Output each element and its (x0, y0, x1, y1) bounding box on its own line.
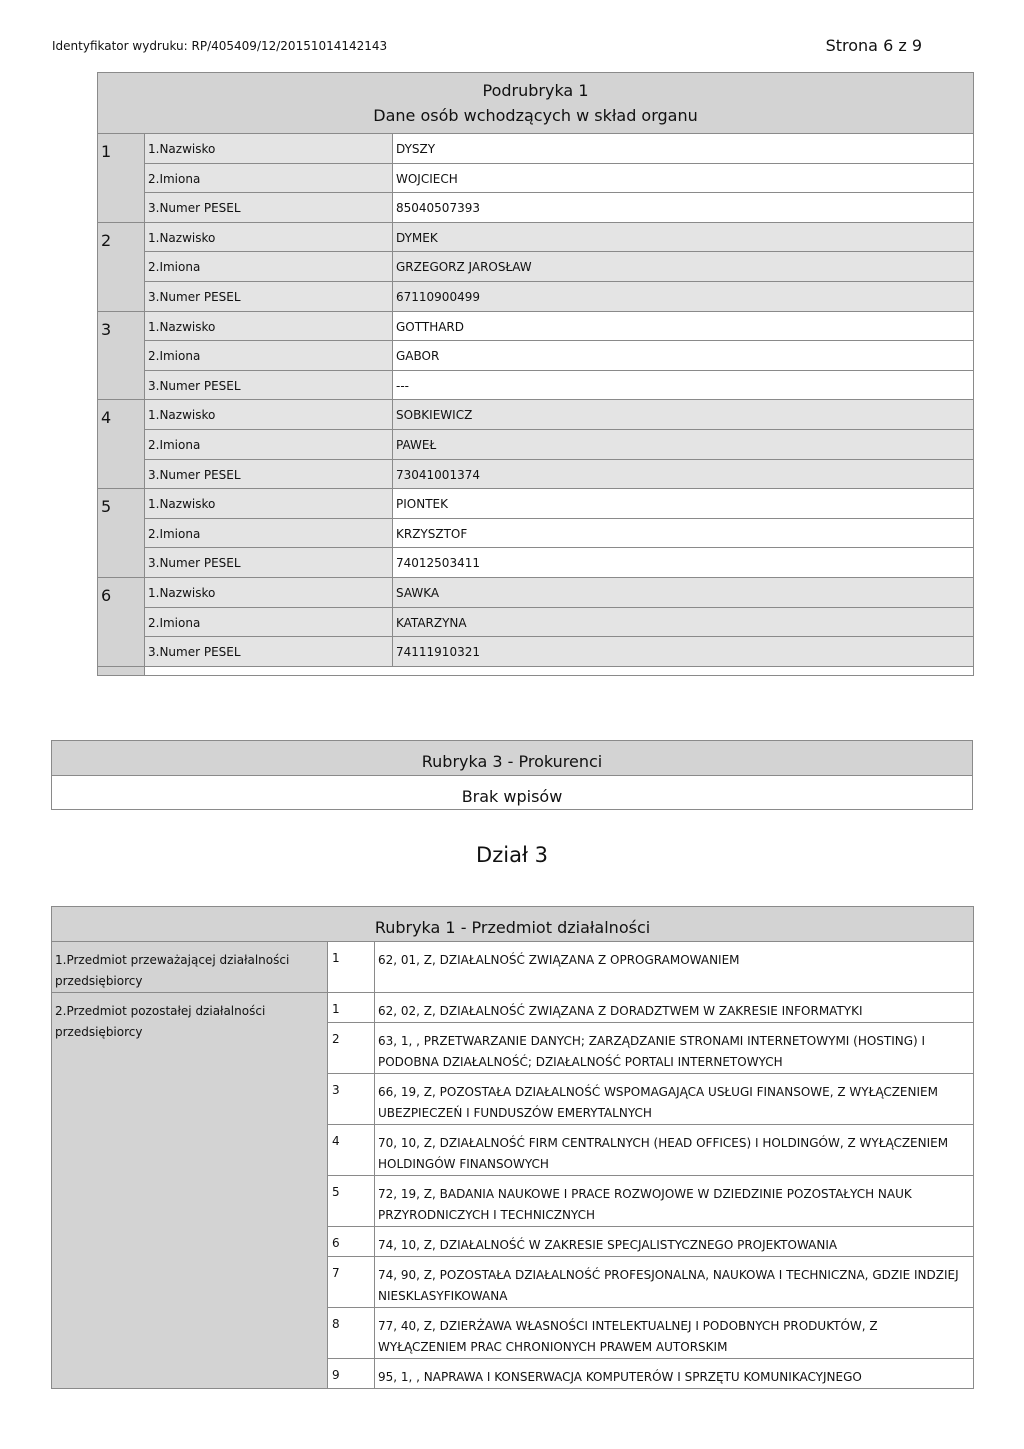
activity-row (52, 942, 974, 993)
person-row (98, 252, 974, 282)
field-value: GOTTHARD (393, 311, 974, 341)
activity-item-text: 74, 90, Z, POZOSTAŁA DZIAŁALNOŚĆ PROFESJONALNA, NAUKOWA I TECHNICZNA, GDZIE INDZIEJ NIESKLASYFIKOWANA (375, 1257, 974, 1308)
field-label: 3.Numer PESEL (145, 193, 393, 223)
activity-item-number: 4 (328, 1125, 375, 1176)
person-row (98, 163, 974, 193)
field-label: 3.Numer PESEL (145, 281, 393, 311)
person-row (98, 637, 974, 667)
table-footer-gap (98, 666, 974, 675)
person-row (98, 548, 974, 578)
print-identifier: Identyfikator wydruku: RP/405409/12/20151014142143 (52, 39, 388, 53)
activity-item-number: 6 (328, 1227, 375, 1257)
activity-item-text: 72, 19, Z, BADANIA NAUKOWE I PRACE ROZWOJOWE W DZIEDZINIE POZOSTAŁYCH NAUK PRZYRODNICZYCH I TECHNICZNYCH (375, 1176, 974, 1227)
field-value: SAWKA (393, 577, 974, 607)
field-label: 1.Nazwisko (145, 134, 393, 164)
activity-item-text: 77, 40, Z, DZIERŻAWA WŁASNOŚCI INTELEKTUALNEJ I PODOBNYCH PRODUKTÓW, Z WYŁĄCZENIEM PRAC CHRONIONYCH PRAWEM AUTORSKIM (375, 1308, 974, 1359)
activity-item-text: 95, 1, , NAPRAWA I KONSERWACJA KOMPUTERÓW I SPRZĘTU KOMUNIKACYJNEGO (375, 1359, 974, 1389)
field-value: 73041001374 (393, 459, 974, 489)
field-value: DYSZY (393, 134, 974, 164)
gap-cell (145, 666, 974, 675)
field-label: 3.Numer PESEL (145, 370, 393, 400)
activity-item-text: 66, 19, Z, POZOSTAŁA DZIAŁALNOŚĆ WSPOMAGAJĄCA USŁUGI FINANSOWE, Z WYŁĄCZENIEM UBEZPIECZEŃ I FUNDUSZÓW EMERYTALNYCH (375, 1074, 974, 1125)
field-value: PIONTEK (393, 489, 974, 519)
person-row (98, 577, 974, 607)
field-value: GABOR (393, 341, 974, 371)
field-label: 1.Nazwisko (145, 222, 393, 252)
activity-item-number: 1 (328, 942, 375, 993)
person-row (98, 429, 974, 459)
person-row (98, 607, 974, 637)
person-number: 1 (98, 134, 145, 223)
field-label: 3.Numer PESEL (145, 637, 393, 667)
subsection-subtitle: Dane osób wchodzących w skład organu (373, 106, 698, 125)
person-row (98, 311, 974, 341)
activity-title: Rubryka 1 - Przedmiot działalności (52, 907, 974, 942)
person-row (98, 193, 974, 223)
activity-item-text: 70, 10, Z, DZIAŁALNOŚĆ FIRM CENTRALNYCH (HEAD OFFICES) I HOLDINGÓW, Z WYŁĄCZENIEM HOLDINGÓW FINANSOWYCH (375, 1125, 974, 1176)
field-label: 2.Imiona (145, 607, 393, 637)
person-row (98, 370, 974, 400)
field-label: 2.Imiona (145, 252, 393, 282)
subsection-persons-table (97, 72, 974, 676)
gap-cell (98, 666, 145, 675)
section-title: Dział 3 (476, 843, 548, 867)
field-label: 3.Numer PESEL (145, 459, 393, 489)
activity-item-number: 7 (328, 1257, 375, 1308)
field-label: 1.Nazwisko (145, 400, 393, 430)
person-number: 4 (98, 400, 145, 489)
field-value: SOBKIEWICZ (393, 400, 974, 430)
page-number: Strona 6 z 9 (825, 36, 922, 55)
field-label: 1.Nazwisko (145, 577, 393, 607)
field-label: 1.Nazwisko (145, 311, 393, 341)
person-row (98, 134, 974, 164)
person-number: 5 (98, 489, 145, 578)
field-value: KRZYSZTOF (393, 518, 974, 548)
activity-item-text: 62, 01, Z, DZIAŁALNOŚĆ ZWIĄZANA Z OPROGRAMOWANIEM (375, 942, 974, 993)
field-value: 74111910321 (393, 637, 974, 667)
field-value: 74012503411 (393, 548, 974, 578)
field-value: 85040507393 (393, 193, 974, 223)
page-header (52, 36, 922, 58)
activity-item-number: 2 (328, 1023, 375, 1074)
activity-row (52, 993, 974, 1023)
person-row (98, 281, 974, 311)
field-value: GRZEGORZ JAROSŁAW (393, 252, 974, 282)
field-label: 3.Numer PESEL (145, 548, 393, 578)
person-row (98, 518, 974, 548)
activity-item-number: 8 (328, 1308, 375, 1359)
person-row (98, 400, 974, 430)
activity-item-number: 1 (328, 993, 375, 1023)
field-value: KATARZYNA (393, 607, 974, 637)
activity-item-text: 62, 02, Z, DZIAŁALNOŚĆ ZWIĄZANA Z DORADZTWEM W ZAKRESIE INFORMATYKI (375, 993, 974, 1023)
person-row (98, 459, 974, 489)
person-row (98, 489, 974, 519)
field-label: 2.Imiona (145, 518, 393, 548)
person-row (98, 222, 974, 252)
activity-item-number: 3 (328, 1074, 375, 1125)
person-row (98, 341, 974, 371)
activity-group-label: 1.Przedmiot przeważającej działalności przedsiębiorcy (52, 942, 328, 993)
person-number: 3 (98, 311, 145, 400)
subsection-title: Podrubryka 1 (482, 81, 589, 100)
activity-item-number: 9 (328, 1359, 375, 1389)
activity-group-label: 2.Przedmiot pozostałej działalności przedsiębiorcy (52, 993, 328, 1389)
activity-table (51, 906, 974, 1389)
rubryka3-title: Rubryka 3 - Prokurenci (52, 741, 973, 776)
field-label: 2.Imiona (145, 163, 393, 193)
activity-item-text: 74, 10, Z, DZIAŁALNOŚĆ W ZAKRESIE SPECJALISTYCZNEGO PROJEKTOWANIA (375, 1227, 974, 1257)
person-number: 6 (98, 577, 145, 666)
field-value: --- (393, 370, 974, 400)
field-value: WOJCIECH (393, 163, 974, 193)
activity-item-number: 5 (328, 1176, 375, 1227)
field-value: DYMEK (393, 222, 974, 252)
rubryka3-empty-note: Brak wpisów (52, 776, 973, 810)
field-label: 1.Nazwisko (145, 489, 393, 519)
rubryka3-table (51, 740, 973, 810)
field-value: PAWEŁ (393, 429, 974, 459)
person-number: 2 (98, 222, 145, 311)
subsection-header (98, 73, 974, 134)
field-label: 2.Imiona (145, 341, 393, 371)
field-value: 67110900499 (393, 281, 974, 311)
field-label: 2.Imiona (145, 429, 393, 459)
activity-item-text: 63, 1, , PRZETWARZANIE DANYCH; ZARZĄDZANIE STRONAMI INTERNETOWYMI (HOSTING) I PODOBNA DZIAŁALNOŚĆ; DZIAŁALNOŚĆ PORTALI INTERNETOWYCH (375, 1023, 974, 1074)
